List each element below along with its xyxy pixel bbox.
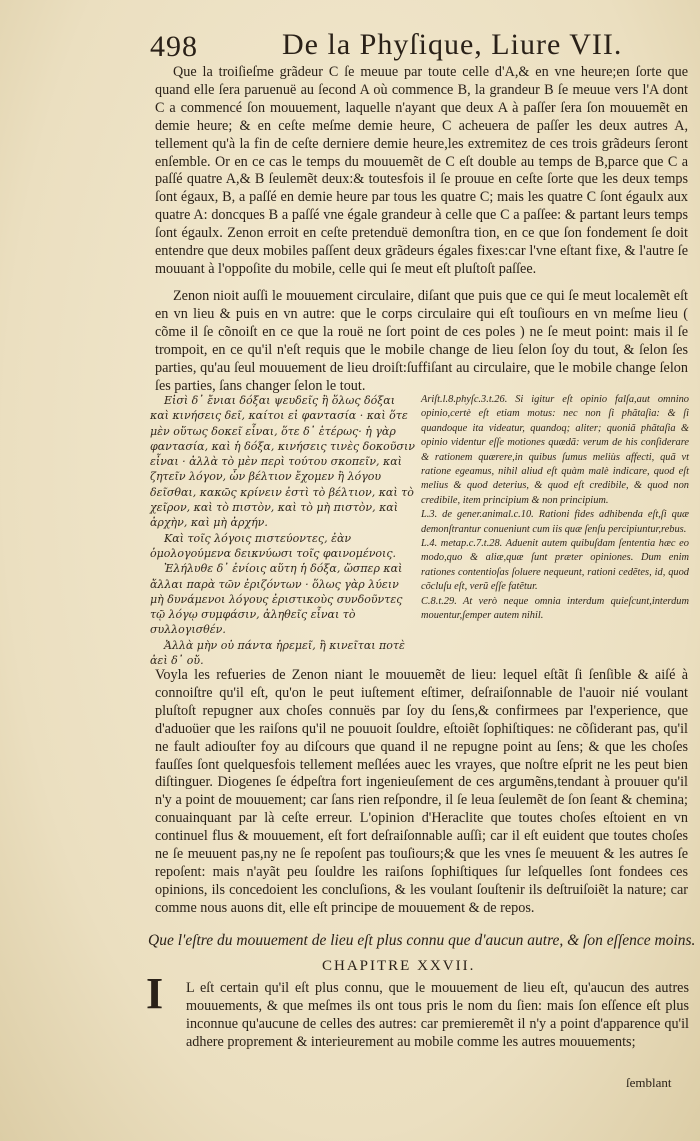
running-title: De la Phyſique, Liure VII.: [282, 28, 623, 61]
page-number: 498: [150, 30, 198, 63]
chapter-opening-paragraph: L eſt certain qu'il eſt plus connu, que le mouuement de lieu eſt, qu'aucun des autres mouuements, & que meſmes ils ont tous pris le nom du ſien: mais ſon eſſence eſt plus inconnue qu'aucune de celles des autres: car premieremẽt il n'y a point d'apparence qu'il adhere proprement & interieurement au mobile comme les autres mouuements;: [186, 980, 689, 1050]
latin-citation: L.3. de gener.animal.c.10. Rationi fides adhibenda eſt,ſi quæ demonſtrantur conueniunt cum iis quæ ſenſu percipiuntur,rebus.: [421, 509, 689, 535]
latin-citation: Ariſt.l.8.phyſc.3.t.26. Si igitur eſt opinio falſa,aut omnino opinio,certè eſt etiam motus: nec non ſi phãtaſia: & ſi quandoque ita videatur, quandoq; aliter; quoniã phãtaſia & opinio videntur eſſe motiones quædã: verum de his conſiderare & rationem quærere,in quibus ſumus meliùs affecti, quã vt ratione egeamus, nihil aliud eſt quàm malè indicare, quod eſt melius & quod deterius, & quod eſt credibile, & quod non credibile, item principium & non principium.: [421, 394, 689, 506]
paragraph-zenon-motion: Que la troiſieſme grãdeur C ſe meuue par toute celle d'A,& en vne heure;en ſorte que quand elle ſera paruenuë au ſecond A où commence B, la grandeur B ſe meuue vers l'A dont C a commencé ſon mouuement, laquelle n'ayant que deux A à paſſer ſera ſon mouuemẽt en demie heure; & en ceſte meſme demie heure, C acheuera de paſſer les deux autres A, tellement qu'à la fin de ceſte derniere demie heure,les extremitez de ces trois grãdeurs ſeront enſemble. Or en ce cas le temps du mouuemẽt de C eſt double au temps de B,parce que C a paſſé quatre A,& B ſeulemẽt deux:& toutesfois il ſe prouue en ceſte ſorte que les deux temps ſont égaux, B, a paſſé en demie heure par tous les quatre C; mais les quatre C ſont égaulx aux quatre A: doncques B a paſſé vne égale grandeur à celle que C a paſſee: & partant leurs temps ſont égaulx. Zenon erroit en ceſte pretenduë demonſtra tion, en ce que ſon fondement ſe doit entendre que deux mobiles paſſent deux grãdeurs égales fixes:car l'vne eſtant fixe, & l'autre ſe mouuant à l'oppoſite du mobile, celle qui ſe meut eſt pluſtoſt paſſee.: [155, 64, 688, 277]
latin-citation: L.4. metap.c.7.t.28. Aduenit autem quibuſdam ſententia hæc eo modo,quo & aliæ,quæ ſunt præter opiniones. Dum enim rationes contentioſas ſoluere nequeunt, rationi cedẽtes, id, quod cõcluſu eſt, verũ eſſe fatẽtur.: [421, 538, 689, 593]
greek-quote: Ἀλλὰ μὴν οὐ πάντα ἠρεμεῖ, ἢ κινεῖται ποτὲ ἀεὶ δ᾽ οὔ.: [150, 638, 405, 668]
greek-quote: Ἐλήλυθε δ᾽ ἐνίοις αὕτη ἡ δόξα, ὥσπερ καὶ ἄλλαι παρὰ τῶν ἐριζόντων · ὅλως γὰρ λύειν μὴ δυνάμενοι λόγους ἐριστικοὺς συνδοῦντες τῷ λόγῳ συμφάσιν, ἀληθεῖς εἶναι τὸ συλλογισθέν.: [150, 562, 403, 637]
greek-quotations: [150, 393, 415, 668]
latin-citation: C.8.t.29. At verò neque omnia interdum quieſcunt,interdum mouentur,ſemper autem nihil.: [421, 595, 689, 622]
greek-quote: Καὶ τοῖς λόγοις πιστεύοντες, ἐὰν ὁμολογούμενα δεικνύωσι τοῖς φαινομένοις.: [150, 531, 397, 560]
chapter-summary: Que l'eſtre du mouuement de lieu eſt plus connu que d'aucun autre, & ſon eſſence moins.: [148, 932, 696, 949]
drop-cap: I: [146, 969, 164, 1018]
latin-marginal-notes: [421, 393, 689, 624]
chapter-heading: CHAPITRE XXVII.: [322, 958, 476, 974]
catchword: ſemblant: [626, 1075, 672, 1090]
paragraph-refutation: Voyla les refueries de Zenon niant le mouuemẽt de lieu: lequel eſtãt ſi ſenſible & aiſé à connoiſtre qu'il eſt, qu'on le peut iuſtement eſtimer, deſraiſonnable de l'auoir nié voulant pluſtoſt repugner aux choſes connuës par ſoy du ſens,& confirmees par l'experience, que d'aduoüer que les raiſons qu'il ne pouuoit ſouldre, eſtoiẽt ſophiſtiques: ne cõſiderant pas, qu'il ne fault adiouſter foy au diſcours que quand il ne repugne point au ſens; & que les choſes fauſſes ſont quelquesfois tellement meſlées auec les vrayes, que noſtre eſprit ne les peut bien diſtinguer. Diogenes ſe édpeſtra fort ingenieuſement de ces argumẽns,tendant à prouuer qu'il n'y a point de mouuement; car ſans rien reſpondre, il ſe leua ſeulemẽt de ſon ſeant & chemina; conuainquant par là ceſte erreur. L'opinion d'Heraclite que toutes choſes eſtoient en vn continuel flus & mouuement, eſt fort deſraiſonnable auſſi; car il eſt euident que toutes choſes ne ſe meuuent pas,ny ne ſe repoſent pas touſiours;& que les vnes ſe meuuent & les autres ſe repoſent: mais n'ayãt peu ſouldre les raiſons ſophiſtiques ſur leſquelles ſont fondees ces opinions, ils concedoient les concluſions, & les voulant ſouſtenir ils deſtruiſoiẽt la nature; car comme nous auons dit, elle eſt principe de mouuement & de repos.: [155, 667, 688, 916]
paragraph-circular-motion: Zenon nioit auſſi le mouuement circulaire, diſant que puis que ce qui ſe meut localemẽt eſt en vn lieu & puis en vn autre: que le corps circulaire qui eſt touſiours en vn meſme lieu ( cõme il ſe cõnoiſt en ce que la rouë ne ſort point de ces poles ) ne ſe meut point: mais il ſe trompoit, en ce qu'il n'eſt requis que le mobile change de lieu ſelon ſoy du tout, & ſelon ſes parties, qu'au ſeul mouuement de lieu droiſt:ſuffiſant au circulaire, que le mobile change ſelon ſes parties, ſans changer ſelon le tout.: [155, 288, 688, 394]
greek-quote: Εἰσὶ δ᾽ ἔνιαι δόξαι ψευδεῖς ἢ ὅλως δόξαι καὶ κινήσεις δεῖ, καίτοι εἰ φαντασία · καὶ ὅτε μὲν οὕτως δοκεῖ εἶναι, ὅτε δ᾽ ἑτέρως· ἡ γὰρ φαντασία, καὶ ἡ δόξα, κινήσεις τινὲς δοκοῦσιν εἶναι · ἀλλὰ τὸ μὲν περὶ τούτου σκοπεῖν, καὶ ζητεῖν λόγον, ὧν βέλτιον ἔχομεν ἢ λόγου δεῖσθαι, κακῶς κρίνειν ἐστὶ τὸ βέλτιον, καὶ τὸ χεῖρον, καὶ τὸ πιστὸν, καὶ τὸ μὴ πιστὸν, καὶ ἀρχὴν, καὶ μὴ ἀρχήν.: [150, 394, 415, 530]
